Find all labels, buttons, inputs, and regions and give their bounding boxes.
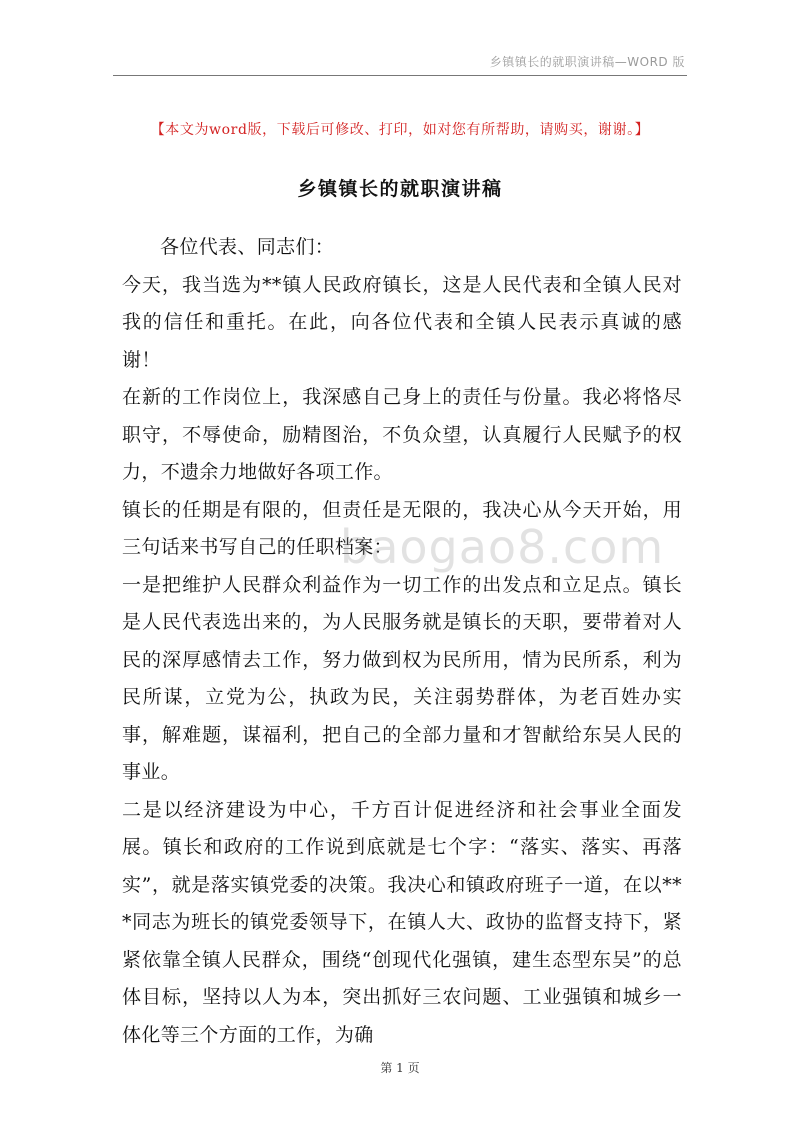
download-notice: 【本文为word版，下载后可修改、打印，如对您有所帮助，请购买，谢谢。】 <box>150 122 650 138</box>
paragraph: 今天，我当选为**镇人民政府镇长，这是人民代表和全镇人民对我的信任和重托。在此，向各位代表和全镇人民表示真诚的感谢！ <box>122 273 682 371</box>
paragraph: 一是把维护人民群众利益作为一切工作的出发点和立足点。镇长是人民代表选出来的，为人民服务就是镇长的天职，要带着对人民的深厚感情去工作，努力做到权为民所用，情为民所系，利为民所谋，立党为公，执政为民，关注弱势群体，为老百姓办实事，解难题，谋福利，把自己的全部力量和才智献给东吴人民的事业。 <box>122 573 682 783</box>
header-rule <box>113 75 687 76</box>
document-title: 乡镇镇长的就职演讲稿 <box>297 178 503 200</box>
document-body <box>122 229 682 1054</box>
page-number: 第 1 页 <box>380 1061 420 1075</box>
watermark: baogao8.com <box>340 520 665 574</box>
paragraph: 二是以经济建设为中心，千方百计促进经济和社会事业全面发展。镇长和政府的工作说到底就是七个字：“落实、落实、再落实”，就是落实镇党委的决策。我决心和镇政府班子一道，在以***同志为班长的镇党委领导下，在镇人大、政协的监督支持下，紧紧依靠全镇人民群众，围绕“创现代化强镇，建生态型东吴”的总体目标，坚持以人为本，突出抓好三农问题、工业强镇和城乡一体化等三个方面的工作，为确 <box>122 798 682 1046</box>
paragraph: 在新的工作岗位上，我深感自己身上的责任与份量。我必将恪尽职守，不辱使命，励精图治，不负众望，认真履行人民赋予的权力，不遗余力地做好各项工作。 <box>122 386 682 483</box>
page-header-text: 乡镇镇长的就职演讲稿—WORD 版 <box>489 55 685 69</box>
paragraph-greeting: 各位代表、同志们： <box>160 236 335 258</box>
paragraph: 镇长的任期是有限的，但责任是无限的，我决心从今天开始，用三句话来书写自己的任职档案： <box>122 498 682 558</box>
